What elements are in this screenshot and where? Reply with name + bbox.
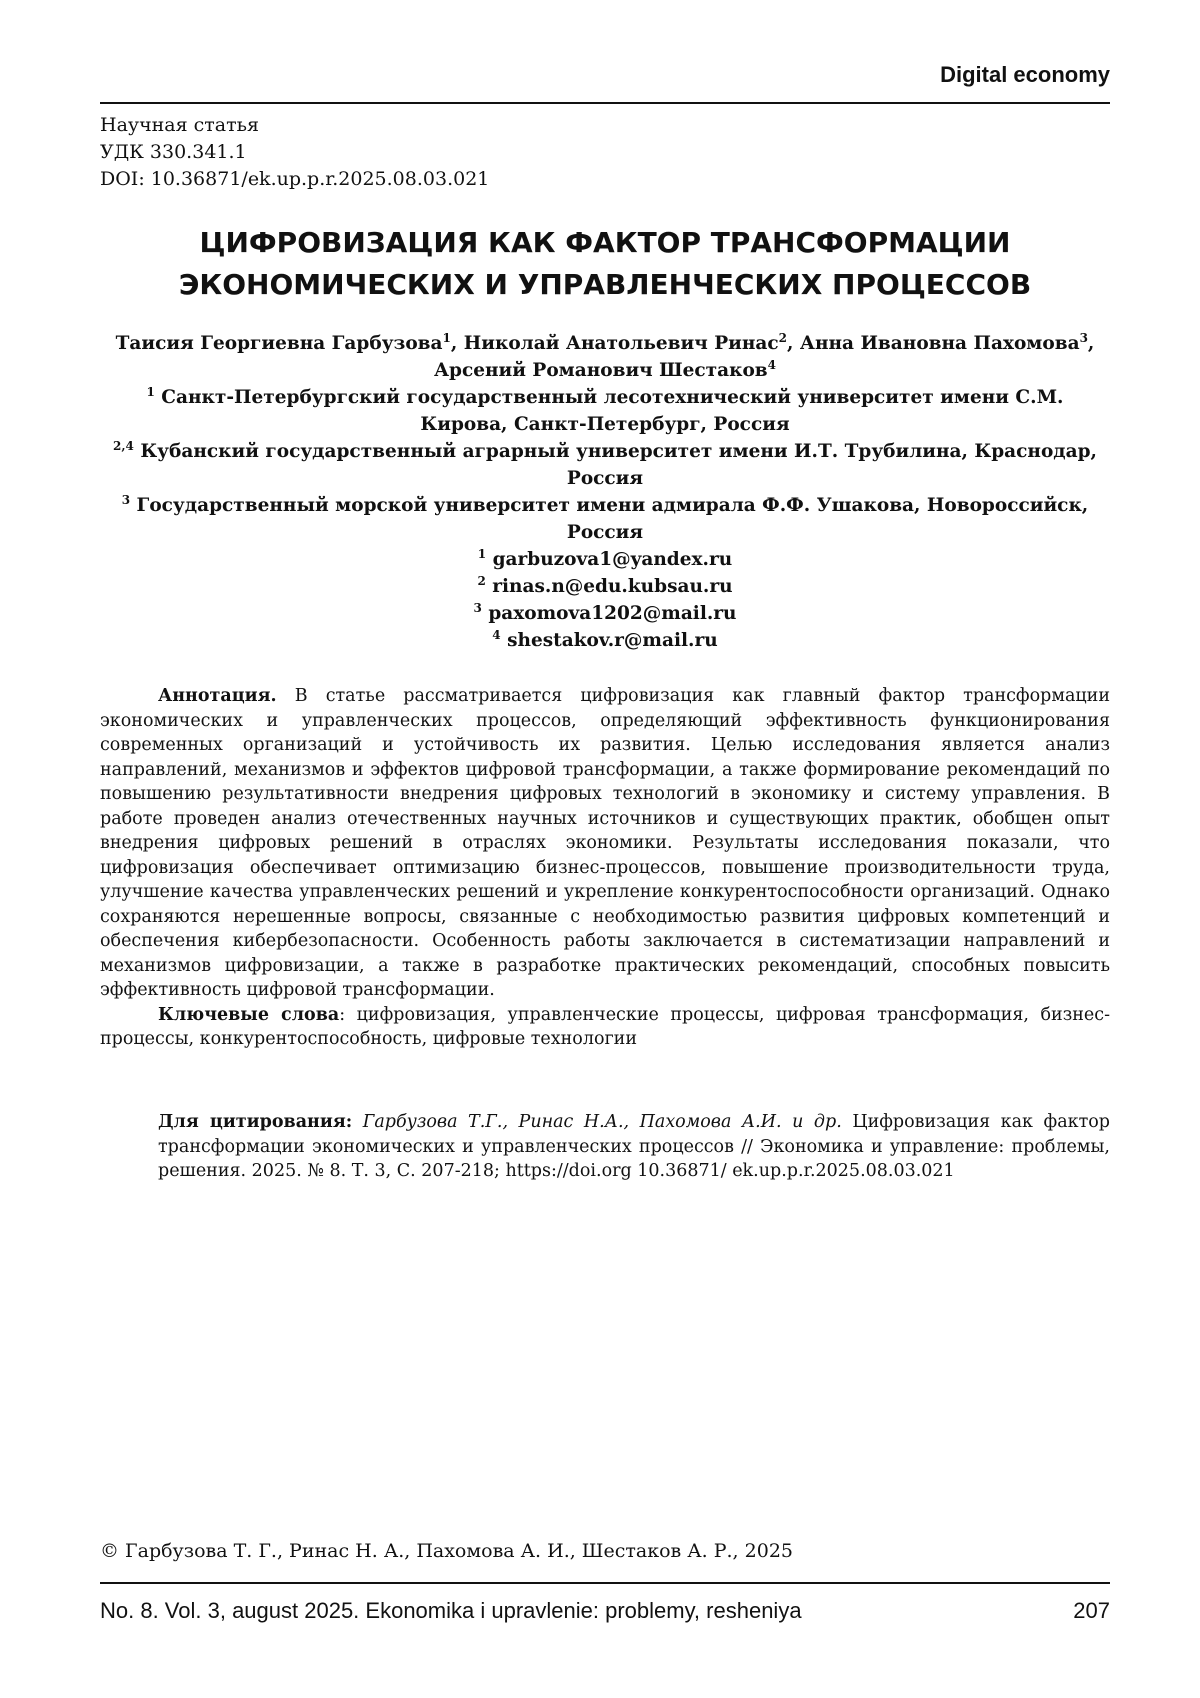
affiliation-sup: 1 (146, 384, 155, 399)
author-name: Николай Анатольевич Ринас (463, 333, 779, 354)
email-sup: 4 (492, 627, 501, 642)
footer-divider (100, 1582, 1110, 1584)
footer-journal-info: No. 8. Vol. 3, august 2025. Ekonomika i upravlenie: problemy, resheniya (100, 1598, 802, 1623)
affiliation (100, 492, 1110, 546)
author-sup: 1 (442, 330, 451, 345)
email-line (100, 573, 1110, 600)
citation-text: Цифровизация как фактор трансформации экономических и управленческих процессов // Экономика и управление: проблемы, решения. 2025. № 8. Т. 3, С. 207-218; https://doi.org 10.36871/ ek.up.p.r.2025.08.03.021 (158, 1112, 1110, 1181)
author-sup: 4 (767, 357, 777, 372)
keywords-label: Ключевые слова (158, 1004, 340, 1025)
journal-section-label: Digital economy (940, 62, 1110, 87)
keywords-paragraph (100, 1003, 1110, 1052)
email-link[interactable]: rinas.n@edu.kubsau.ru (492, 576, 733, 597)
author-name: Таисия Георгиевна Гарбузова (115, 333, 443, 354)
affiliation-sup: 2,4 (113, 438, 134, 453)
email-link[interactable]: paxomova1202@mail.ru (488, 603, 737, 624)
author-name: Анна Ивановна Пахомова (799, 333, 1080, 354)
page-number: 207 (1073, 1598, 1110, 1623)
affiliation-text: Санкт-Петербургский государственный лесотехнический университет имени С.М. Кирова, Санкт-Петербург, Россия (161, 387, 1064, 435)
email-link[interactable]: shestakov.r@mail.ru (507, 630, 718, 651)
abstract-paragraph (100, 684, 1110, 1003)
affiliation-sup: 3 (121, 492, 131, 507)
affiliation (100, 384, 1110, 438)
header-divider (100, 102, 1110, 104)
author-name: Арсений Романович Шестаков (433, 360, 768, 381)
citation-authors: Гарбузова Т.Г., Ринас Н.А., Пахомова А.И. и др. (362, 1112, 842, 1132)
email-line (100, 627, 1110, 654)
copyright-notice: © Гарбузова Т. Г., Ринас Н. А., Пахомова А. И., Шестаков А. Р., 2025 (100, 1540, 793, 1562)
abstract-text: В статье рассматривается цифровизация как главный фактор трансформации экономических и управленческих процессов, определяющий эффективность функционирования современных организаций и устойчивость их развития. Целью исследования является анализ направлений, механизмов и эффектов цифровой трансформации, а также формирование рекомендаций по повышению результативности внедрения цифровых технологий в экономику и систему управления. В работе проведен анализ отечественных научных источников и существующих практик, обобщен опыт внедрения цифровых решений в отраслях экономики. Результаты исследования показали, что цифровизация обеспечивает оптимизацию бизнес-процессов, повышение производительности труда, улучшение качества управленческих решений и укрепление конкурентоспособности организаций. Однако сохраняются нерешенные вопросы, связанные с необходимостью развития цифровых компетенций и обеспечения кибербезопасности. Особенность работы заключается в систематизации направлений и механизмов цифровизации, а также в разработке практических рекомендаций, способных повысить эффективность цифровой трансформации. (100, 686, 1110, 1000)
abstract-label: Аннотация. (158, 686, 277, 706)
doi: DOI: 10.36871/ek.up.p.r.2025.08.03.021 (100, 168, 490, 190)
title-line-2: ЭКОНОМИЧЕСКИХ И УПРАВЛЕНЧЕСКИХ ПРОЦЕССОВ (178, 268, 1032, 301)
email-sup: 1 (477, 546, 487, 561)
affiliation-text: Государственный морской университет имени адмирала Ф.Ф. Ушакова, Новороссийск, Россия (136, 495, 1089, 543)
email-sup: 3 (473, 600, 482, 615)
article-type: Научная статья (100, 114, 259, 136)
article-title (100, 222, 1110, 306)
affiliation-text: Кубанский государственный аграрный университет имени И.Т. Трубилина, Краснодар, Россия (140, 441, 1097, 489)
email-line (100, 600, 1110, 627)
citation-label: Для цитирования: (158, 1112, 353, 1132)
author-sup: 2 (778, 330, 787, 345)
affiliation (100, 438, 1110, 492)
email-link[interactable]: garbuzova1@yandex.ru (492, 549, 733, 570)
email-line (100, 546, 1110, 573)
article-meta (100, 112, 489, 193)
author-list: Таисия Георгиевна Гарбузова$^1$, Николай Анатольевич Ринас$^2$, Анна Ивановна Пахомова$^3$, Арсений Романович Шестаков$^4$ (115, 330, 1095, 381)
authors-block (100, 330, 1110, 654)
abstract-block (100, 684, 1110, 1052)
udc-code: УДК 330.341.1 (100, 141, 247, 163)
email-sup: 2 (477, 573, 486, 588)
title-line-1: ЦИФРОВИЗАЦИЯ КАК ФАКТОР ТРАНСФОРМАЦИИ (199, 226, 1011, 259)
author-sup: 3 (1079, 330, 1088, 345)
citation-block (158, 1110, 1110, 1184)
keywords-text: : цифровизация, управленческие процессы, цифровая трансформация, бизнес-процессы, конкурентоспособность, цифровые технологии (100, 1004, 1110, 1049)
